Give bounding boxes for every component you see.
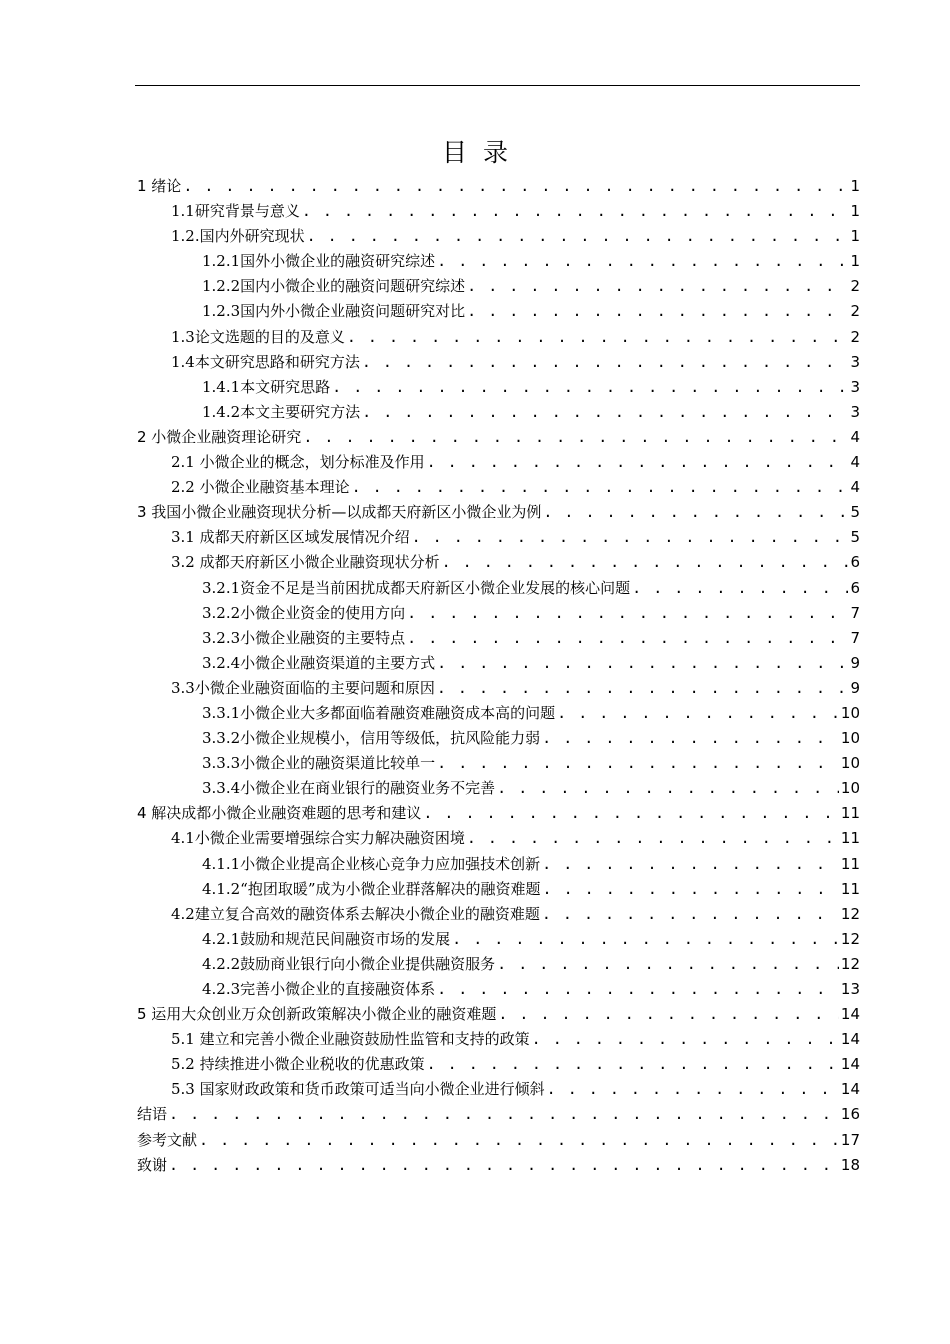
toc-entry[interactable] [137,1128,860,1153]
toc-dot-leader [169,1102,839,1127]
toc-dot-leader [497,952,839,977]
toc-entry[interactable] [137,701,860,726]
toc-dot-leader [632,576,848,601]
toc-entry[interactable] [137,751,860,776]
toc-entry[interactable] [137,400,860,425]
toc-dot-leader [407,601,848,626]
toc-entry-text: 3.2.1资金不足是当前困扰成都天府新区小微企业发展的核心问题 [202,578,631,597]
toc-page-number: 18 [840,1155,860,1174]
toc-entry[interactable] [137,826,860,851]
toc-dot-leader [498,1002,839,1027]
toc-entry-text: 1.2.国内外研究现状 [171,227,305,246]
toc-entry-text: 1.4本文研究思路和研究方法 [171,352,360,371]
toc-dot-leader [437,977,839,1002]
toc-entry-text: 1.2.3国内外小微企业融资问题研究对比 [202,302,466,321]
toc-entry-text: 4 解决成都小微企业融资难题的思考和建议 [137,804,422,823]
toc-page-number: 4 [850,427,860,446]
toc-entry[interactable] [137,626,860,651]
toc-entry-text: 1.4.2本文主要研究方法 [202,402,361,421]
toc-entry-text: 5 运用大众创业万众创新政策解决小微企业的融资难题 [137,1005,497,1024]
toc-entry-text: 3.3.2小微企业规模小，信用等级低，抗风险能力弱 [202,729,541,748]
toc-entry[interactable] [137,350,860,375]
toc-entry-text: 4.2.1鼓励和规范民间融资市场的发展 [202,929,451,948]
toc-page-number: 2 [850,302,860,321]
toc-entry[interactable] [137,676,860,701]
toc-dot-leader [437,751,839,776]
toc-dot-leader [183,174,848,199]
toc-dot-leader [347,325,849,350]
toc-entry-text: 3.2.3小微企业融资的主要特点 [202,628,406,647]
toc-page-number: 10 [840,779,860,798]
toc-dot-leader [332,375,848,400]
toc-entry-text: 3.3.1小微企业大多都面临着融资难融资成本高的问题 [202,703,556,722]
toc-page-number: 3 [850,352,860,371]
toc-page-number: 7 [850,628,860,647]
toc-dot-leader [497,776,839,801]
toc-entry[interactable] [137,1153,860,1178]
toc-dot-leader [437,651,848,676]
toc-entry-text: 4.2.2鼓励商业银行向小微企业提供融资服务 [202,954,496,973]
toc-entry-text: 致谢 [137,1155,168,1174]
toc-page-number: 12 [840,954,860,973]
toc-page-number: 14 [840,1030,860,1049]
toc-entry[interactable] [137,576,860,601]
toc-entry[interactable] [137,902,860,927]
toc-entry-text: 参考文献 [137,1130,198,1149]
toc-entry[interactable] [137,274,860,299]
toc-entry[interactable] [137,1102,860,1127]
toc-entry[interactable] [137,224,860,249]
toc-page-number: 10 [840,703,860,722]
toc-entry-text: 3.2 成都天府新区小微企业融资现状分析 [171,553,440,572]
toc-page-number: 9 [850,653,860,672]
toc-dot-leader [169,1153,839,1178]
toc-entry-text: 1.1研究背景与意义 [171,202,300,221]
toc-page-number: 2 [850,277,860,296]
toc-entry-text: 5.3 国家财政政策和货币政策可适当向小微企业进行倾斜 [171,1080,545,1099]
toc-entry-text: 3.1 成都天府新区区域发展情况介绍 [171,528,410,547]
toc-page-number: 6 [850,578,860,597]
toc-entry-text: 1 绪论 [137,177,182,195]
toc-dot-leader [543,500,848,525]
toc-entry[interactable] [137,1002,860,1027]
toc-entry-text: 1.3论文选题的目的及意义 [171,327,345,346]
toc-entry[interactable] [137,375,860,400]
table-of-contents [137,174,860,1178]
toc-entry-text: 1.2.1国外小微企业的融资研究综述 [202,252,436,271]
toc-page-number: 7 [850,603,860,622]
toc-entry-text: 1.4.1本文研究思路 [202,377,331,396]
toc-dot-leader [442,550,849,575]
toc-dot-leader [362,350,849,375]
toc-entry[interactable] [137,801,860,826]
toc-entry-text: 1.2.2国内小微企业的融资问题研究综述 [202,277,466,296]
toc-page-number: 12 [840,904,860,923]
toc-dot-leader [557,701,839,726]
toc-dot-leader [467,826,839,851]
toc-page-number: 11 [840,854,860,873]
toc-entry-text: 4.1小微企业需要增强综合实力解决融资困境 [171,829,465,848]
toc-page-number: 1 [850,252,860,271]
toc-page-number: 14 [840,1005,860,1024]
toc-entry[interactable] [137,877,860,902]
toc-dot-leader [407,626,848,651]
toc-entry[interactable] [137,475,860,500]
toc-page-number: 17 [840,1130,860,1149]
toc-page-number: 4 [850,453,860,472]
toc-dot-leader [423,801,839,826]
toc-entry[interactable] [137,977,860,1002]
toc-entry[interactable] [137,550,860,575]
toc-entry[interactable] [137,726,860,751]
toc-entry[interactable] [137,927,860,952]
toc-page-number: 5 [850,528,860,547]
toc-dot-leader [542,852,839,877]
toc-page-number: 3 [850,402,860,421]
toc-entry[interactable] [137,601,860,626]
toc-dot-leader [199,1128,839,1153]
toc-entry-text: 5.1 建立和完善小微企业融资鼓励性监管和支持的政策 [171,1030,530,1049]
toc-dot-leader [303,425,848,450]
toc-entry[interactable] [137,1052,860,1077]
header-rule [135,85,860,86]
toc-entry[interactable] [137,299,860,324]
toc-entry[interactable] [137,776,860,801]
toc-entry-text: 结语 [137,1105,168,1124]
toc-entry-text: 3.2.2小微企业资金的使用方向 [202,603,406,622]
toc-page-number: 5 [850,503,860,522]
toc-entry-text: 3 我国小微企业融资现状分析—以成都天府新区小微企业为例 [137,503,542,522]
toc-page-number: 16 [840,1105,860,1124]
toc-entry[interactable] [137,1077,860,1102]
toc-dot-leader [452,927,839,952]
toc-page-number: 1 [850,177,860,195]
toc-entry[interactable] [137,450,860,475]
toc-dot-leader [427,450,849,475]
toc-entry[interactable] [137,249,860,274]
toc-page-number: 6 [850,553,860,572]
toc-page-number: 9 [850,678,860,697]
toc-entry[interactable] [137,199,860,224]
toc-entry[interactable] [137,1027,860,1052]
toc-page-number: 14 [840,1055,860,1074]
toc-entry-text: 3.3小微企业融资面临的主要问题和原因 [171,678,435,697]
toc-entry[interactable] [137,525,860,550]
toc-page-number: 11 [840,804,860,823]
toc-entry[interactable] [137,952,860,977]
toc-entry-text: 2.2 小微企业融资基本理论 [171,478,350,497]
toc-page-number: 1 [850,227,860,246]
toc-entry-text: 3.3.4小微企业在商业银行的融资业务不完善 [202,779,496,798]
toc-page-number: 13 [840,980,860,998]
toc-entry[interactable] [137,852,860,877]
toc-page-number: 3 [850,377,860,396]
toc-entry-text: 4.2.3完善小微企业的直接融资体系 [202,980,436,998]
toc-dot-leader [437,676,849,701]
toc-entry[interactable] [137,325,860,350]
toc-entry-text: 2.1 小微企业的概念，划分标准及作用 [171,453,425,472]
toc-page-number: 10 [840,754,860,773]
toc-page-number: 11 [840,829,860,848]
toc-dot-leader [532,1027,839,1052]
toc-dot-leader [543,877,839,902]
toc-page-number: 10 [840,729,860,748]
toc-dot-leader [542,902,839,927]
toc-entry[interactable] [137,425,860,450]
toc-entry[interactable] [137,174,860,199]
toc-dot-leader [352,475,849,500]
toc-entry[interactable] [137,500,860,525]
toc-dot-leader [547,1077,839,1102]
toc-entry-text: 4.2建立复合高效的融资体系去解决小微企业的融资难题 [171,904,540,923]
toc-page-number: 11 [840,879,860,898]
toc-entry-text: 2 小微企业融资理论研究 [137,427,302,446]
toc-entry-text: 3.3.3小微企业的融资渠道比较单一 [202,754,436,773]
toc-dot-leader [467,299,848,324]
toc-dot-leader [302,199,849,224]
toc-dot-leader [307,224,849,249]
toc-dot-leader [467,274,848,299]
toc-entry[interactable] [137,651,860,676]
toc-entry-text: 5.2 持续推进小微企业税收的优惠政策 [171,1055,425,1074]
toc-page-number: 2 [850,327,860,346]
page-title: 目录 [441,138,524,167]
toc-dot-leader [412,525,849,550]
toc-dot-leader [362,400,848,425]
toc-page-number: 14 [840,1080,860,1099]
toc-page-number: 4 [850,478,860,497]
toc-entry-text: 3.2.4小微企业融资渠道的主要方式 [202,653,436,672]
toc-dot-leader [542,726,839,751]
toc-entry-text: 4.1.2“抱团取暖”成为小微企业群落解决的融资难题 [202,879,541,898]
toc-entry-text: 4.1.1小微企业提高企业核心竞争力应加强技术创新 [202,854,541,873]
toc-page-number: 12 [840,929,860,948]
toc-dot-leader [437,249,848,274]
toc-dot-leader [427,1052,839,1077]
toc-page-number: 1 [850,202,860,221]
